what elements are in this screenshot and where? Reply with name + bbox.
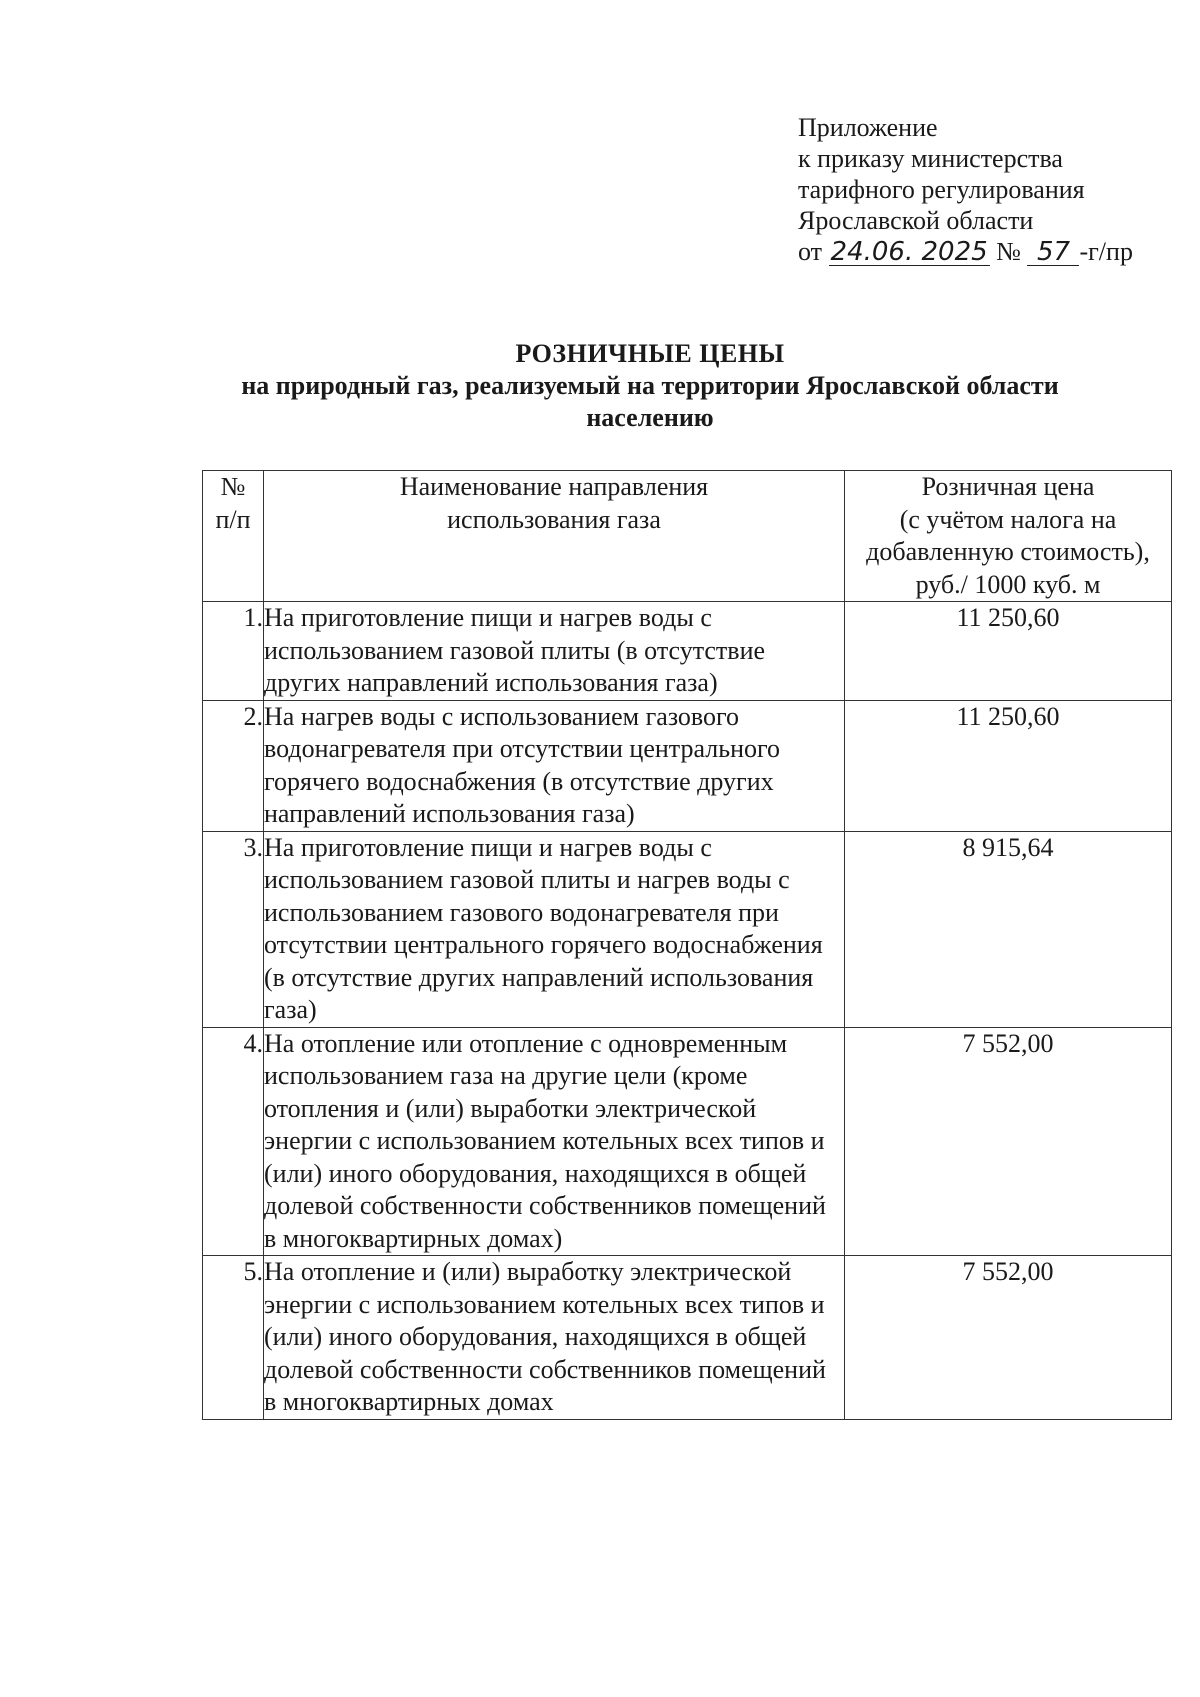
table-row [203,602,1172,701]
price-table [202,470,1172,1420]
header-num [203,471,264,602]
header-price-line-3: добавленную стоимость), [866,537,1150,566]
table-header-row [203,471,1172,602]
row-price: 7 552,00 [845,1256,1172,1420]
row-price: 7 552,00 [845,1027,1172,1256]
table-row [203,1256,1172,1420]
appendix-line-3: тарифного регулирования [798,175,1085,204]
row-price: 11 250,60 [845,700,1172,831]
header-name-line-1: Наименование направления [399,472,709,501]
row-price: 11 250,60 [845,602,1172,701]
document-title [150,338,1150,434]
header-name-line-2: использования газа [447,504,661,534]
header-num-line-1: № [220,472,246,501]
appendix-line-2: к приказу министерства [798,144,1063,173]
number-prefix: № [996,237,1021,266]
row-num: 4. [203,1027,264,1256]
row-price: 8 915,64 [845,831,1172,1027]
header-price [845,471,1172,602]
date-prefix: от [798,237,823,266]
appendix-line-1: Приложение [798,113,938,142]
row-name: На отопление и (или) выработку электрической энергии с использованием котельных всех типов и (или) иного оборудования, находящихся в общей долевой собственности собственников помещений в многоквартирных домах [264,1256,845,1420]
table-row [203,700,1172,831]
number-suffix: -г/пр [1079,237,1133,266]
header-price-line-2: (с учётом налога на [899,504,1117,534]
header-name [264,471,845,602]
row-num: 2. [203,700,264,831]
table-row [203,831,1172,1027]
row-name: На приготовление пищи и нагрев воды с использованием газовой плиты (в отсутствие других направлений использования газа) [264,602,845,701]
appendix-block [798,112,1178,267]
title-subtitle-1: на природный газ, реализуемый на территории Ярославской области [241,371,1059,400]
row-name: На нагрев воды с использованием газового водонагревателя при отсутствии центрального горячего водоснабжения (в отсутствие других направлений использования газа) [264,700,845,831]
header-price-line-4: руб./ 1000 куб. м [915,569,1101,599]
handwritten-number: 57 [1027,239,1079,266]
row-name: На отопление или отопление с одновременным использованием газа на другие цели (кроме отопления и (или) выработки электрической энергии с использованием котельных всех типов и (или) иного оборудования, находящихся в общей долевой собственности собственников помещений в многоквартирных домах) [264,1027,845,1256]
appendix-line-4: Ярославской области [798,206,1034,235]
title-subtitle-2: населению [586,403,714,432]
row-num: 3. [203,831,264,1027]
title-main: РОЗНИЧНЫЕ ЦЕНЫ [515,339,785,368]
table-row [203,1027,1172,1256]
appendix-date-line [798,236,1178,267]
header-price-line-1: Розничная цена [921,472,1095,501]
header-num-line-2: п/п [215,504,251,534]
row-name: На приготовление пищи и нагрев воды с использованием газовой плиты и нагрев воды с использованием газового водонагревателя при отсутствии центрального горячего водоснабжения (в отсутствие других направлений использования газа) [264,831,845,1027]
row-num: 1. [203,602,264,701]
row-num: 5. [203,1256,264,1420]
handwritten-date: 24.06. 2025 [830,237,988,267]
